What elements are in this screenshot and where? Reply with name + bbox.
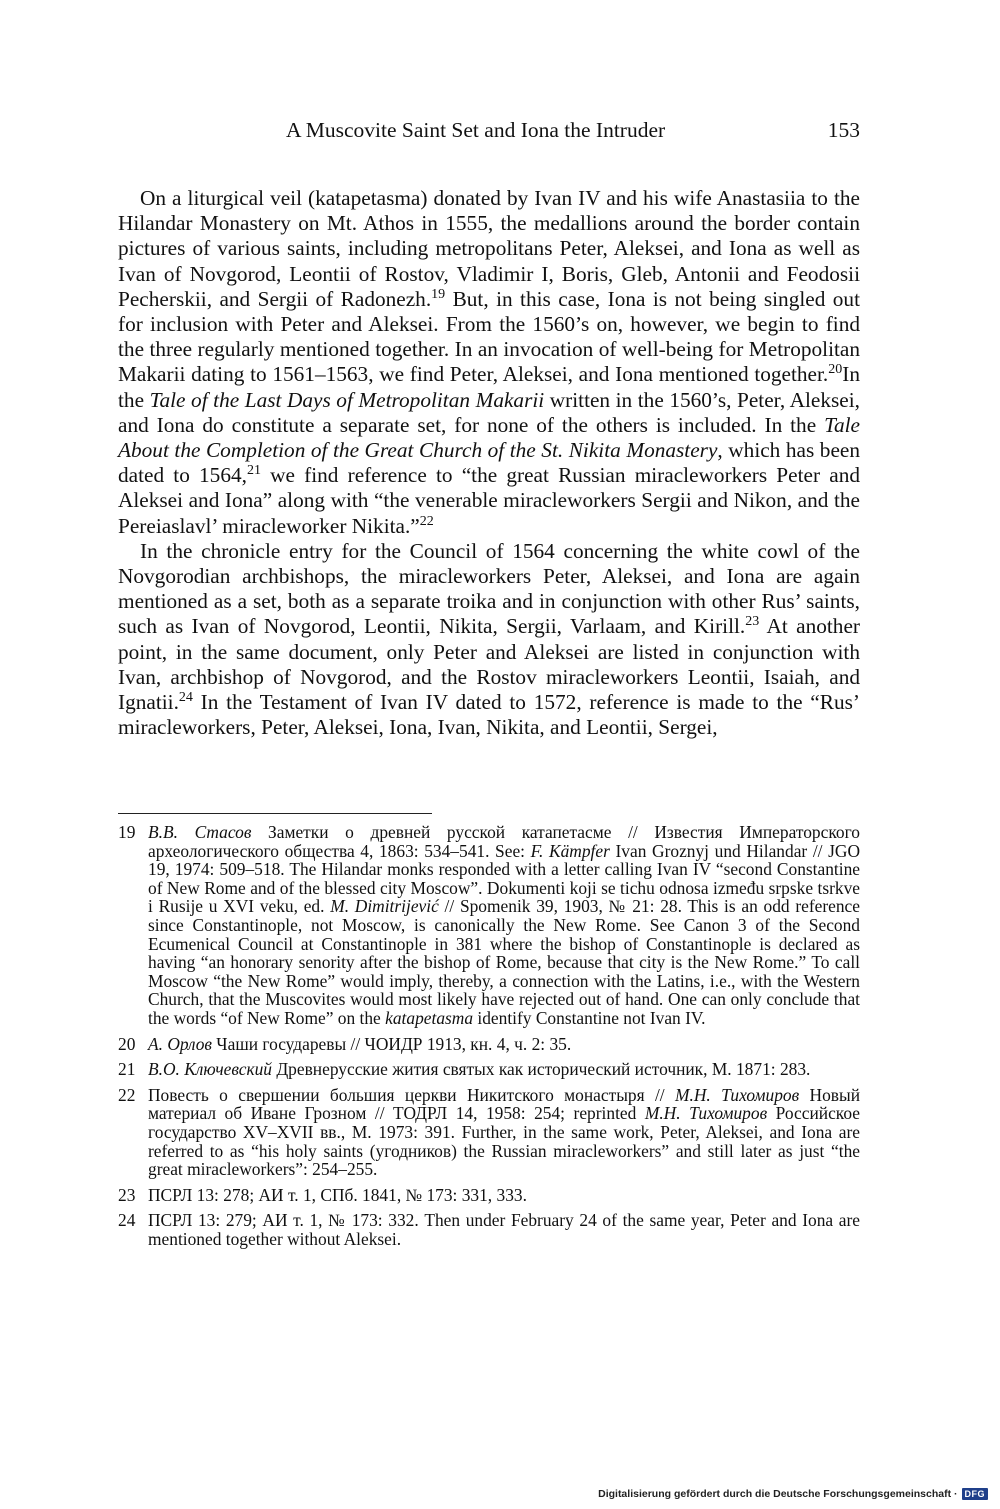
text-run: In the chronicle entry for the Council of 1564 concerning the white cowl of the Novgorodian archbishops, the miracleworkers Peter, Aleksei, and Iona are again mentioned as a set, both as a separate troika and in conjunction with other Rus’ saints, such as Ivan of Novgorod, Leontii, Nikita, Sergii, Varlaam, and Kirill. (118, 538, 860, 639)
author-name: М.Н. Тихомиров (675, 1084, 800, 1105)
text-run: In the Testament of Ivan IV dated to 1572, reference is made to the “Rus’ miracleworkers, Peter, Aleksei, Iona, Ivan, Nikita, and Leontii, Sergei, (118, 690, 860, 740)
running-head (118, 118, 860, 148)
author-name: А. Орлов (148, 1033, 212, 1054)
paragraph-1 (118, 186, 860, 539)
text-run: On a liturgical veil (katapetasma) donated by Ivan IV and his wife Anastasiia to the Hilandar Monastery on Mt. Athos in 1555, the medallions around the border contain pictures of various saints, including metropolitans Peter, Aleksei, and Iona as well as Ivan of Novgorod, Leontii of Rostov, Vladimir I, Boris, Gleb, Antonii and Feodosii Pecherskii, and Sergii of Radonezh. (118, 186, 860, 311)
footnotes (118, 823, 860, 1255)
author-name: В.В. Стасов (148, 822, 252, 842)
italic-term: katapetasma (385, 1007, 474, 1028)
footnote-text: // Spomenik 39, 1903, № 21: 28. This is an odd reference since Constantinople, not Moscow, is canonically the New Rome. See Canon 3 of the Second Ecumenical Council at Constantinople in 381 where the bishop of Constantinople is declared as having “an honorary senority after the bishop of Rome, because that city is the New Rome.” To call Moscow “the New Rome” would imply, thereby, a connection with the Latins, i.e., with the Western Church, that the Muscovites would most likely have rejected out of hand. One can only conclude that the words “of New Rome” on the (148, 896, 860, 1028)
footnote-number: 20 (118, 1033, 136, 1054)
footnote-text: Чаши государевы // ЧОИДР 1913, кн. 4, ч. 2: 35. (211, 1033, 572, 1054)
running-title: A Muscovite Saint Set and Iona the Intruder (286, 118, 666, 142)
footnote-text: Российское государство XV–XVII вв., М. 1973: 391. Further, in the same work, Peter, Aleksei, and Iona are referred to as “his holy saints (угодников) the Russian miracleworkers” and still later as just “the great miracleworkers”: 254–255. (148, 1103, 860, 1180)
credit-text: Digitalisierung gefördert durch die Deutsche Forschungsgemeinschaft · (598, 1488, 958, 1500)
footnote-text: Заметки о древней русской катапетасме // Известия Императорского археологического общества 4, 1863: 534–541. See: (148, 822, 860, 861)
footnote-number: 19 (118, 822, 136, 842)
footnote-text: ПСРЛ 13: 279; АИ т. 1, № 173: 332. Then under February 24 of the same year, Peter and Iona are mentioned together without Aleksei. (148, 1210, 860, 1249)
footnote-21 (118, 1060, 860, 1079)
footnote-text: ПСРЛ 13: 278; АИ т. 1, СПб. 1841, № 173: 331, 333. (148, 1184, 527, 1205)
paragraph-2 (118, 539, 860, 741)
digitization-credit (598, 1485, 988, 1503)
dfg-logo-icon: DFG (962, 1488, 989, 1500)
work-title: Tale of the Last Days of Metropolitan Makarii (149, 387, 545, 412)
footnote-number: 21 (118, 1059, 136, 1080)
text-run: we find reference to “the great Russian miracleworkers Peter and Aleksei and Iona” along with “the venerable miracleworkers Sergii and Nikon, and the Pereiaslavl’ miracleworker Nikita.” (118, 463, 860, 538)
footnote-ref-21: 21 (246, 463, 261, 479)
footnote-ref-24: 24 (178, 689, 193, 705)
text-run: written in the 1560’s, Peter, Aleksei, and Iona do constitute a separate set, for none of the others is included. In the (118, 387, 860, 437)
footnote-ref-20: 20 (828, 362, 843, 378)
author-name: F. Kämpfer (530, 840, 610, 861)
page-number: 153 (827, 118, 860, 142)
text-run: , which has been dated to 1564, (118, 438, 861, 488)
body-text (118, 186, 860, 740)
text-run: In the (118, 362, 860, 412)
footnote-19 (118, 823, 860, 1028)
footnote-24 (118, 1211, 860, 1248)
footnote-ref-23: 23 (745, 614, 760, 630)
footnote-text: Ivan Groznyj und Hilandar // JGO 19, 1974: 509–518. The Hilandar monks responded with a letter calling Ivan IV “second Constantine of New Rome and of the blessed city Moscow”. Dokumenti koji se tichu odnosa između srpske tsrkve i Rusije u XVI veku, ed. (148, 840, 861, 917)
footnote-20 (118, 1035, 860, 1054)
footnote-23 (118, 1186, 860, 1205)
footnote-number: 22 (118, 1084, 136, 1105)
text-run: At another point, in the same document, only Peter and Aleksei are listed in conjunction with Ivan, archbishop of Novgorod, and the Rostov miracleworkers Leontii, Isaiah, and Ignatii. (118, 614, 860, 715)
footnote-22 (118, 1086, 860, 1179)
footnote-ref-22: 22 (419, 513, 434, 529)
work-title: Tale About the Completion of the Great Church of the St. Nikita Monastery (118, 412, 860, 463)
author-name: В.О. Ключевский (148, 1059, 272, 1080)
footnote-ref-19: 19 (431, 286, 446, 302)
footnote-text: Повесть о свершении большия церкви Никитского монастыря // (148, 1084, 676, 1105)
author-name: М.Н. Тихомиров (644, 1103, 768, 1124)
footnote-rule (118, 813, 432, 814)
footnote-text: identify Constantine not Ivan IV. (473, 1007, 706, 1028)
footnote-number: 23 (118, 1184, 136, 1205)
author-name: M. Dimitrijević (330, 896, 439, 917)
text-run: But, in this case, Iona is not being singled out for inclusion with Peter and Aleksei. From the 1560’s on, however, we begin to find the three regularly mentioned together. In an invocation of well-being for Metropolitan Makarii dating to 1561–1563, we find Peter, Aleksei, and Iona mentioned together. (118, 286, 860, 387)
footnote-number: 24 (118, 1210, 136, 1231)
footnote-text: Новый материал об Иване Грозном // ТОДРЛ 14, 1958: 254; reprinted (148, 1084, 861, 1124)
footnote-text: Древнерусские жития святых как исторический источник, М. 1871: 283. (271, 1059, 811, 1080)
